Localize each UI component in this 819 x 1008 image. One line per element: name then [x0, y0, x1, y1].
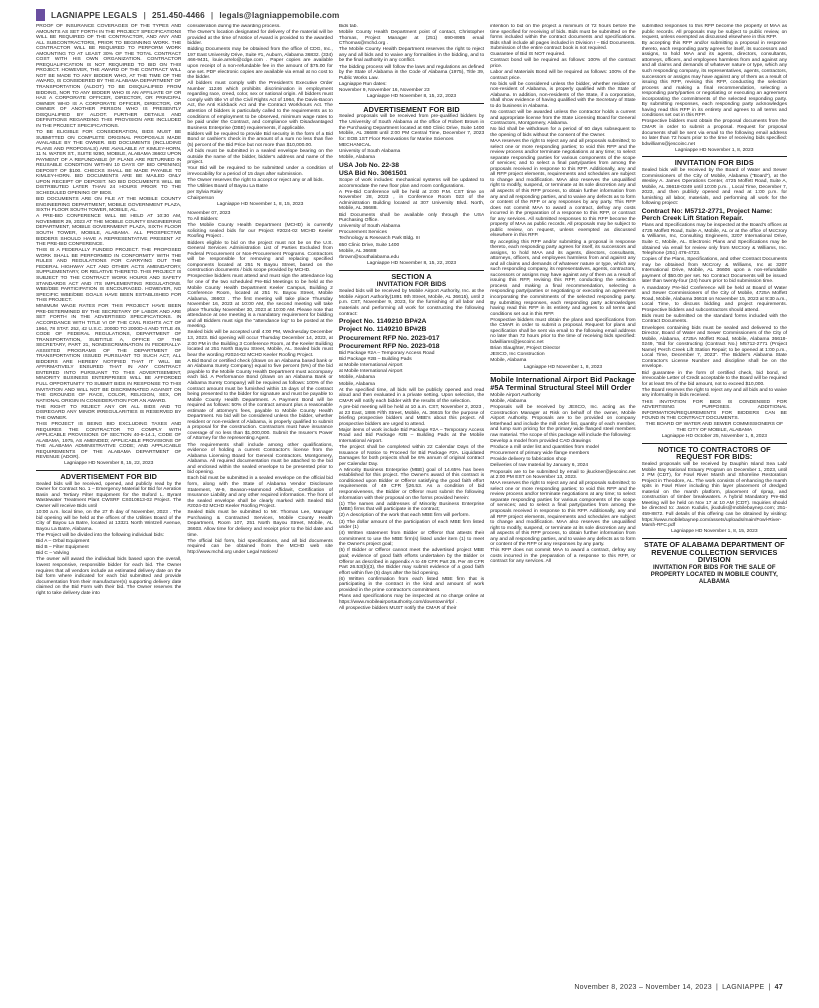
paragraph: A mandatory Pre-bid Conference will be held at Board of Water and Sewer Commissioners of the City of Mobile, 4725A Moffett Road, Mobile, Alabama 36618 on November 15, 2023 at 9:30 a.m., Local Time, to discuss bidding and project requirements. Prospective bidders and subcontractors should attend. — [641, 285, 787, 313]
header-phone: 251.450-4466 — [151, 10, 205, 20]
paragraph: Bid Documents shall be available only through the USA Purchasing Office. — [338, 212, 485, 224]
owner-name: Mobile Airport Authority — [490, 392, 541, 398]
footer-divider: | — [768, 983, 771, 991]
signer-org: The Utilities Board of Bayou La Batre — [187, 184, 268, 190]
paragraph: The Mobile County Health Department reserves the right to reject any and all bids and to waive any formalities in the bidding, and to be the final authority in any conflict. — [338, 47, 485, 64]
paragraph: Labor and Materials Bond will be required as follows: 100% of the contract price. — [490, 70, 636, 81]
column-3 — [339, 24, 484, 972]
paragraph: Bid guarantee in the form of certified check, bid bond, or irrevocable Letter of Credit acceptable to the Board will be required for at least 5% of the bid amount, not to exceed $10,000. — [641, 370, 787, 387]
list-item: Produce a mill order list and quantities from model — [490, 444, 599, 450]
page-footer — [36, 981, 783, 993]
paragraph: By accepting this RFP and/or submitting a proposal in response thereto, each responding party agrees for itself, its successors and assigns, to hold MAA and its agents, directors, consultants, attorneys, officers, and employees harmless from and against any and all claims and demands of whatever nature or type, which any such responding company, its representatives, agents, contractors, successors or assigns may have against any of them as a result of issuing this RFP, revising this RFP, conducting the selection process and making a final recommendation, selecting a responding party/parties or negotiating or executing an agreement incorporating the commitments of the selected responding party. By submitting responses, each responding party acknowledges having read this RFP in its entirety and agrees to all terms and conditions set out in this RFP. — [641, 41, 787, 119]
paragraph: (2) A description of the work that each MBE firm will perform. — [338, 513, 470, 519]
list-item: Deliveries of raw material by January 6, 2024 — [490, 463, 589, 469]
paragraph: Bidders will be required to provide Bid security in the form of a Bid Bond or cashier's check in the amount of a sum no less than five (5) percent of the Bid Price but not more than $10,000.00. — [187, 131, 333, 148]
paragraph: A Minority Business Enterprise (MBE) goal of 14.65% has been established for this project. The Owner's award of this contract is conditioned upon Bidder or Offeror satisfying the good faith effort requirements of 49 CFR §26.53. As a condition of bid responsiveness, the Bidder or Offeror must submit the following information with their proposal on the forms provided herein: — [338, 467, 485, 501]
paragraph: Bids tab. — [338, 24, 358, 29]
section-color-tag — [36, 9, 45, 21]
run-dates: Lagniappe HD November 8, 15, 22, 2023 — [366, 94, 457, 100]
paragraph: A PRE-BID CONFERENCE WILL BE HELD AT 10:30 AM, NOVEMBER 29, 2023 AT THE MOBILE COUNTY ENGINEERING DEPARTMENT, MOBILE GOVERNMENT PLAZA, SIXTH FLOOR SOUTH TOWER, MOBILE, ALABAMA. ALL PROSPECTIVE BIDDERS SHOULD HAVE A REPRESENTATIVE PRESENT AT THE PRE-BID CONFERENCE. — [36, 214, 182, 248]
column-2 — [187, 24, 332, 972]
paragraph: Sealed proposals will be received from pre-qualified bidders by The University of South Alabama at the office of Robert Brown in the Purchasing Department located at 650 Clinic Drive, Suite 1400 Mobile, AL 36688 until 2:00 PM Central Time, December 7, 2023 for: EOB 1ST Floor Renovations for Marine Sciences — [338, 114, 485, 142]
paragraph: The Owner reserves the right to accept or reject any or all bids. — [187, 177, 324, 183]
run-dates: Lagniappe HD November 8, 15, 22, 2023 — [366, 261, 457, 267]
notice-heading: STATE OF ALABAMA DEPARTMENT OF REVENUE COLLECTION SERVICES DIVISION — [642, 538, 787, 564]
column-5 — [642, 24, 787, 972]
run-dates: Lagniappe HD November 1, 8, 2023 — [675, 147, 754, 153]
paragraph: Sealed bids will be accepted until 4:00 PM, Wednesday December 13, 2023. Bid opening will occur Thursday December 14, 2023, at 2:00 PM in the Building 3 Conference Room, at the Keeler Building located at 251 North Bayou Street, Mobile, AL. Sealed bids must bear the wording #2024-02 MCHD Keeler Roofing Project. — [187, 330, 333, 358]
paragraph: Mobile County Health Department point of contact, Christopher Thomas, Project Manager at (251) 690-8985 email CThomas@mchd.org . — [338, 30, 485, 47]
paragraph: Contract bond will be required as follows: 100% of the contract price. — [490, 58, 636, 70]
paragraph: Prospective bidders must attend and must sign the attendance log for one of the two scheduled Pre-Bid Meetings to be held at the Mobile County Health Department Keeler Campus, Building 2 Conference Room, located at 251 N. Bayou Street, Mobile Alabama, 36603 . The first meeting will take place Thursday November 16, 2023 at 10:00 AM, the second meeting will take place Thursday November 30, 2023 at 10:00 AM. Please note that attendance at one meeting is a mandatory requirement for bidding and all Bidders must sign the "attendance log" to be posted at the meeting. — [187, 274, 333, 330]
notice-heading: ADVERTISEMENT FOR BID — [339, 103, 484, 114]
paragraph: Prospective bidders must obtain the proposal documents from the CMAR in order to submit a proposal. Request for proposal documents shall be sent via email to the following email address no later than 72 hours prior to the time of receiving bids specified: bdwilliams@jescoinc.net — [641, 119, 787, 147]
bid-number: USA Bid No. 3061501 — [338, 169, 407, 177]
contact-email: rbrown@southalabama.edu — [338, 254, 399, 260]
run-dates: Lagniappe HD October 25, November 1, 8, 2023 — [661, 433, 767, 439]
footer-divider: | — [715, 983, 719, 991]
notice-heading: INVITATION FOR BIDS — [642, 156, 787, 167]
header-email: legals@lagniappemobile.com — [219, 10, 340, 20]
list-item: at Mobile International Airport — [338, 363, 403, 369]
header-divider: | — [210, 10, 214, 20]
paragraph: A pre-bid meeting will be held at 10 a.m. CST, November 2, 2023 , at 23 East, 1886 Fifth Street, Mobile, AL 36615 for the purpose of briefing prospective bidders and MBE's about this project. All prospective bidders are urged to attend. — [338, 405, 485, 427]
paragraph: THIS IS A FEDERALLY FUNDED PROJECT. THE PROPOSED WORK SHALL BE PERFORMED IN CONFORMITY WITH THE RULES AND REGULATIONS FOR CARRYING OUT THE FEDERAL HIGHWAY ACT AND OTHER ACTS AMENDATORY, SUPPLEMENTARY, OR RELATIVE THERETO. THIS PROJECT IS SUBJECT TO THE CONTRACT WORK HOURS AND SAFETY STANDARDS ACT AND ITS IMPLEMENTING REGULATIONS. WBE/DBE PARTICIPATION IS ENCOURAGED. HOWEVER, NO SPECIFIC WBE/DBE GOALS HAVE BEEN ESTABLISHED FOR THIS PROJECT. — [36, 248, 182, 304]
paragraph: All prospective bidders MUST notify the CMAR of their — [338, 605, 457, 611]
notice-heading: ADVERTISEMENT FOR BID — [36, 470, 181, 481]
paragraph: Sealed bids will be received by Mobile Airport Authority, Inc. at the Mobile Airport Authority(1891 9th Street, Mobile, AL 36615), until 2 p.m. CST, November 9, 2023, for the furnishing of all labor and materials and performing all work for constructing the following contract: — [338, 289, 485, 317]
run-dates: Lagniappe HD November 1, 8, 15, 2023 — [671, 529, 758, 535]
page-header — [36, 8, 783, 22]
procurement-number: Procurement RFP No. 2023-017 — [338, 334, 440, 342]
paragraph: (6) Written confirmation from each listed MBE firm that is participating in the contract in the kind and amount of work provided in the prime contractor's commitment. — [338, 576, 485, 593]
list-item: Bid A – Orbal Equipment — [36, 539, 90, 544]
paragraph: consideration during the awarding process. — [187, 24, 281, 29]
notice-subheading: INVITATION FOR BIDS FOR THE SALE OF PROPERTY LOCATED IN MOBILE COUNTY, ALABAMA — [650, 565, 778, 586]
address-line: Procurement Services — [338, 230, 387, 236]
paragraph: No contract will be awarded unless the contractor holds a current and appropriate license from the State Licensing Board for General Contractors, Montgomery, Alabama. — [490, 110, 636, 127]
list-item: Bid Package #2A – Temporary Access Road — [338, 350, 435, 356]
signer-org: THE BOARD OF WATER AND SEWER COMMISSIONERS OF THE CITY OF MOBILE, ALABAMA — [645, 422, 784, 433]
list-item: at Mobile International Airport — [338, 369, 403, 375]
paragraph: Prospective bidders must obtain the plans and specifications from the CMAR in order to submit a proposal. Request for plans and specification shall be sent via email to the following email address no later than 72 hours prior to the time of receiving bids specified: bdwilliams@jescoinc.net — [490, 317, 636, 345]
paragraph: Your Bid will be required to be submitted under a condition of irrevocability for a period of 15 days after submission. — [187, 166, 333, 177]
paragraph: THE RIGHT TO REJECT ANY OR ALL BIDS AND TO DISREGARD ANY MINOR IRREGULARITIES IS RESERVED BY THE OWNER. — [36, 404, 182, 421]
list-item: Mobile, Alabama — [338, 381, 375, 387]
paragraph: submitted responses to this RFP become the property of MAA as public records. All proposals may be subject to public review, on request, unless exempted as discussed elsewhere in this RFP. — [641, 24, 787, 41]
paragraph: PROOF OF INSURANCE COVERAGES OF THE TYPES AND AMOUNTS AS SET FORTH IN THE PROJECT SPECIFICATIONS WILL BE REQUIRED OF THE CONTRACTOR, AND ANY AND ALL SUBCONTRACTORS, PRIOR TO BEGINNING WORK. THE CONTRACTOR WILL BE REQUIRED TO PERFORM WORK AMOUNTING TO AT LEAST 30% OF THE TOTAL CONTRACT COST WITH HIS OWN ORGANIZATION. CONTRACTOR PREQUALIFICATION IS NOT REQUIRED TO BID ON THIS PROJECT. HOWEVER, THE AWARD OF THE CONTRACT WILL NOT BE MADE TO ANY BIDDER WHO, AT THE TIME OF THE AWARD, IS CONSIDERED BY THE ALABAMA DEPARTMENT OF TRANSPORTATION (ALDOT) TO BE DISQUALIFIED FROM BIDDING, NOR TO ANY BIDDER WHO IS AN AFFILIATE OF OR HAS A CORPORATE OFFICER, DIRECTOR, OR PRINCIPAL OWNER WHO IS A CORPORATE OFFICER, DIRECTOR, OR OWNER OF ANOTHER PERSON WHO IS PRESENTLY DISQUALIFIED BY ALDOT. FURTHER DETAILS AND DEFINITIONS REGARDING THIS PROVISION ARE INCLUDED IN THE PROJECT SPECIFICATIONS. — [36, 24, 182, 129]
paragraph: At the specified time, all bids will be publicly opened and read aloud and then evaluated in a private setting. Upon selection, the CMAR will notify each bidder with the results of the selection. — [338, 387, 485, 404]
paragraph: Bidding Documents may be obtained from the office of CDG, Inc., 197 East University Drive, Suite #1, Auburn, Alabama 36832. (334) 466-9431, louie.arrelo@cdge.com . Paper copies are available upon receipt of a non-refundable fee in the amount of $75.00 for one set. PDF electronic copies are available via email at no cost to the bidder. — [187, 47, 333, 81]
project-number: Project No. 1149210 BP#2A — [338, 318, 427, 326]
paragraph: No bids will be considered unless the bidder, whether resident or non-resident of Alabama, is properly qualified with the State of Alabama. In addition, non-residents of the State, if a corporation, shall show evidence of having qualified with the Secretary of State to do business in Alabama. — [490, 81, 636, 110]
list-item: Bid B – Filter Equipment — [36, 545, 89, 551]
paragraph: Bids must be submitted on the standard forms included with the Contract Documents. — [641, 313, 787, 325]
paragraph: The Project will be divided into the following individual bids: — [36, 532, 165, 538]
paragraph: The owner will award the individual bids based upon the overall, lowest responsive, responsible bidder for each bid. The Owner requires that all vendors include an estimated delivery date on the bid form where indicated for each bid submitted and provide documentation from their manufacturer(s) supporting delivery date claimed on the Bid Form with their bid. The Owner reserves the right to take delivery date into — [36, 557, 182, 596]
paragraph: The official bid form, bid specifications, and all bid documents required can be obtained from the MCHD web site http://www.mchd.org under Legal Notices/ — [187, 538, 333, 555]
paragraph: Plans and Specifications may be inspected at the Board's offices at 4725 Moffett Road, Suite A, Mobile, AL or at the office of McCrory & Williams, Inc, Consulting Engineers, 3207 International Drive, Suite C, Mobile, AL. Electronic Plans and Specifications may be obtained via email for review only from McCrory & Williams, Inc. Telephone (251) 476-4723. — [641, 223, 787, 257]
issue-dates: November 8, 2023 – November 14, 2023 — [574, 983, 712, 991]
signer-location: Mobile, Alabama — [490, 358, 527, 364]
paragraph: intention to bid on the project a minimum of 72 hours before the time specified for receiving of bids. Bids must be submitted on the forms included within the contract documents and specifications. Bids shall include all pages included in Division I – Bid Documents. Submission of the entire contract book is not required. — [490, 24, 636, 52]
paragraph: A Pre-Bid Conference will be held at 2:00 P.M. CST time on November 28, 2023 , in Conference Room 023 of the Administration Building located at 307 University Blvd. North, Mobile, AL 36688. — [338, 189, 485, 212]
owner-location: Mobile, Alabama — [490, 398, 527, 404]
paragraph: The Owner's location designated for delivery of the material will be provided at the time of Notice of Award is provided to the awarded bidder. — [187, 30, 333, 47]
salutation: To All Bidders: — [187, 217, 219, 223]
paragraph: Proposals will be received by JESCO, Inc. acting as the Construction Manager at Risk on behalf of the owner, Mobile Airport Authority. Proposals are to be provided on company letterhead and include the mill order list, quantity of each member, and lump sum pricing for the primary wide flanged steel members raw material. The scope of this package will include the following: — [490, 404, 636, 438]
paragraph: November 9, November 16, November 23 — [338, 87, 430, 93]
paragraph: The requirements shall include among other qualifications, evidence of holding a current Contractor's license from the Alabama Licensing Board for General Contractors. Montgomery, Alabama. All required documentation must be attached to the bid and enclosed within the sealed envelope to be presented prior to bid opening. — [187, 442, 333, 476]
paragraph: The bidding process will follow the laws and regulations as defined by the State of Alabama in the Code of Alabama (1975), Title 39, Public Works Law. — [338, 64, 485, 81]
header-divider: | — [143, 10, 146, 20]
paragraph: 10:00 a.m. local time, on the 27 th day of November, 2023 . The bid opening will be held at the offices of the Utilities Board of the City of Bayou La Batre, located at 13321 North Wintzell Avenue, Bayou La Batre, Alabama. — [36, 510, 182, 532]
list-item: Bid Package #2B – Building Pads — [338, 357, 412, 363]
owner-name: University of South Alabama — [338, 148, 401, 154]
paragraph: Bidders eligible to bid on the project must not be on the U.S. General Services Administration List of Parties Excluded from Federal Procurement or Non-Procurement Programs. Contractors will be responsible for removing and replacing specified components located at 251 N Bayou Street, based on the construction documents / bids scope provided by MCHD. — [187, 240, 333, 274]
signer-name: Brian Slaughter, Project Director — [490, 346, 561, 352]
paragraph: Each bid must be submitted in a sealed envelope on the official bid form, along with the State of Alabama Vendor Disclosure Statement, W-9, Beason-Hammond Affidavit, Certification of Insurance Liability and any other required information. The front of the sealed envelope shall be clearly marked with Sealed Bid #2024-02 MCHD Keeler Roofing Project. — [187, 476, 333, 510]
run-dates: Lagniappe HD November 1, 8, 15, 2023 — [216, 202, 304, 208]
section-title: LAGNIAPPE LEGALS — [51, 10, 138, 20]
signer-title: Chairperson — [187, 196, 215, 202]
publication-name: LAGNIAPPE — [722, 983, 765, 991]
paragraph: Plans and specifications may be inspected at no charge online at https://www.mobileairportauthority.com/downtown/rfp/ . — [338, 593, 485, 605]
list-item: Bid C – Valving — [36, 551, 70, 557]
paragraph: MINIMUM WAGE RATES FOR THIS PROJECT HAVE BEEN PRE-DETERMINED BY THE SECRETARY OF LABOR AND ARE SET FORTH IN THE ADVERTISED SPECIFICATIONS. IN ACCORDANCE WITH TITLE VI OF THE CIVIL RIGHTS ACT OF 1964, 78 STAT. 252, 42 U.S.C. 2000D TO 2000D-4 AND TITLE 49, CODE OF FEDERAL REGULATIONS, DEPARTMENT OF TRANSPORTATION, SUBTITLE A, OFFICE OF THE SECRETARY, PART 21, NONDISCRIMINATION IN FEDERALLY-ASSISTED PROGRAMS OF THE DEPARTMENT OF TRANSPORTATION ISSUED PURSUANT TO SUCH ACT, ALL BIDDERS ARE HEREBY NOTIFIED THAT IT WILL BE AFFIRMATIVELY ENSURED THAT IN ANY CONTRACT ENTERED INTO PURSUANT TO THIS ADVERTISEMENT, MINORITY BUSINESS ENTERPRISES WILL BE AFFORDED FULL OPPORTUNITY TO SUBMIT BIDS IN RESPONSE TO THIS INVITATION AND WILL NOT BE DISCRIMINATED AGAINST ON THE GROUNDS OF RACE, COLOR, RELIGION, SEX, OR NATIONAL ORIGIN IN CONSIDERATION FOR AN AWARD. — [36, 304, 182, 404]
paragraph: TO BE ELIGIBLE FOR CONSIDERATION, BIDS MUST BE SUBMITTED ON COMPLETE ORIGINAL PROPOSALS MADE AVAILABLE BY THE OWNER. BID DOCUMENTS (INCLUDING PLANS AND PROPOSALS) ARE AVAILABLE AT KIMLEY-HORN, 11 N. WATER ST., SUITE 9290, MOBILE, ALABAMA 36602 UPON PAYMENT OF A REFUNDABLE (IF PLANS ARE RETURNED IN REUSABLE CONDITION WITHIN 10 DAYS OF BID OPENING) DEPOSIT OF $100. CHECKS SHALL BE MADE PAYABLE TO KIMLEY-HORN. BID DOCUMENTS ARE BE MAILED ONLY UPON RECEIPT OF DEPOSIT. NO BID DOCUMENTS WILL BE DISTRIBUTED LATER THAN 24 HOURS PRIOR TO THE SCHEDULED OPENING OF BIDS. — [36, 129, 182, 196]
paragraph: (1) The names and addresses of Minority Business Enterprise (MBE) firms that will participate in the contract; — [338, 501, 485, 513]
paragraph: The Board reserves the right to reject any and all bids and to waive any informality in bids received. — [641, 387, 787, 399]
paragraph: All bids must be submitted in a sealed envelope bearing on the outside the name of the bidder, bidder's address and name of the project. — [187, 149, 333, 166]
paragraph: All bidders must comply with the President's Executive Order Number 11246 which prohibits discrimination in employment regarding race, creed, color, sex or national origin. All bidders must comply with title VI of the Civil Rights Act of 1964, the Davis-Bacon Act, the Anti Kickback Act and the Contract Workhours Act. The attention of bidders is particularly called to the requirements as to conditions of employment to be observed, minimum wage rates to be paid under the Contract, and compliance with Disadvantaged Business Enterprise (DBE) requirements, if applicable. — [187, 81, 333, 131]
list-item: Develop a model from provided CAD drawings — [490, 438, 591, 444]
paragraph: The Mobile County Health Department (MCHD) is currently soliciting sealed bids for our Project #2024-02 MCHD Keeler Roofing Project . — [187, 223, 333, 240]
list-item: Mobile, Alabama — [338, 375, 375, 381]
paragraph: Sealed bids will be received, opened, and publicly read by the Owner for Contract No. 1 – Emergency Material for Bid for Aeration Basin and Tertiary Filter Equipment for the Buford L. Byrant Wastewater Treatment Plant CWSRF CS010813-02 Project. The Owner will receive Bids until — [36, 481, 182, 509]
run-dates: Lagniappe HD November 1, 8, 2023 — [523, 364, 603, 370]
paragraph: MAA reserves the right to reject any and all proposals submitted; to select one or more responding parties; to void this RFP and the review process and/or terminate negotiations at any time; to select separate responding parties for various components of the scope of services; and to select a final party/parties from among the proposals received in response to this RFP. Additionally, any and all RFP project elements, requirements and schedules are subject to change and modification. MAA also reserves the unqualified right to modify, suspend, or terminate at its sole discretion any and all aspects of this RFP process, to obtain further information from any and all responding parties, and to waive any defects as to form or content of the RFP or any responses by any party. This RFP does not commit MAA to award a contract, defray any costs incurred in the preparation of a response to this RFP, or contract for any services. All submitted responses to this RFP become the property of MAA as public records. All proposals may be subject to public review, on request, unless exempted as discussed elsewhere in this RFP. — [490, 139, 636, 239]
contract-number: Contract No: M5712-2771, Project Name: Perch Creek Lift Station Repair. — [641, 207, 773, 223]
page-number: 47 — [774, 983, 783, 991]
paragraph: THIS PROJECT IS BEING BID EXCLUDING TAXES AND REQUIRES THE CONTRACTOR TO COMPLY WITH APPLICABLE PROVISIONS OF SECTION 40-9-14.1, CODE OF ALABAMA, 1975, AS AMENDED; APPLICABLE PROVISIONS OF THE ALABAMA ADMINISTRATIVE CODE; AND APPLICABLE REQUIREMENTS OF THE ALABAMA DEPARTMENT OF REVENUE (ADOR). — [36, 421, 182, 461]
job-number: USA Job No. 22-38 — [338, 161, 399, 169]
paragraph: By accepting this RFP and/or submitting a proposal in response thereto, each responding party agrees for itself, its successors and assigns, to hold MAA and its agents, directors, consultants, attorneys, officers, and employees harmless from and against any and all claims and demands of whatever nature or type, which any such responding company, its representatives, agents, contractors, successors or assigns may have against any of them as a result of issuing this RFP, revising this RFP, conducting the selection process and making a final recommendation, selecting a responding party/parties or negotiating or executing an agreement incorporating the commitments of the selected responding party. By submitting responses, each responding party acknowledges having read this RFP in its entirety and agrees to all terms and conditions set out in this RFP. — [490, 239, 636, 317]
paragraph: The project shall be completed within 22 Calendar Days of the Issuance of Notice to Proceed for Bid Package #2A. Liquidated Damages for both projects shall be 6% annum of original contract per Calendar Day. — [338, 445, 485, 467]
paragraph: Sealed Bids must be submitted to Mr. Thomas Lee, Manager Purchasing & Contracted Services, Mobile County Health Department, Room 107, 251 North Bayou Street, Mobile, AL 36603. Allow time for delivery and receipt prior to the bid date and time. — [187, 510, 333, 538]
paragraph: BID DOCUMENTS ARE ON FILE AT THE MOBILE COUNTY ENGINEERING DEPARTMENT, MOBILE GOVERNMENT PLAZA, SIXTH FLOOR SOUTH TOWER, MOBILE, AL. — [36, 197, 182, 214]
signer-name: per Sylvia Raley — [187, 190, 223, 196]
address-line: University of South Alabama — [338, 224, 401, 230]
trade-label: MECHANICAL — [338, 142, 371, 148]
paragraph: Copies of the Plans, Specifications, and other Contract Documents may be obtained from McCrory & Williams, Inc at 3207 International Drive, Mobile, AL 36606 upon a non-refundable payment of $50.00 per set. No Contract Documents will be issued later than twenty-four (24) hours prior to bid submission time. — [641, 257, 787, 285]
owner-location: Mobile, Alabama — [338, 155, 375, 161]
column-1 — [36, 24, 181, 972]
address-line: Technology & Research Park Bldg. III — [338, 236, 420, 242]
paragraph: MAA reserves the right to reject any and all proposals submitted; to select one or more responding parties; to void this RFP and the review process and/or terminate negotiations at any time; to select separate responding parties for various components of the scope of services; and to select a final party/parties from among the proposals received in response to this RFP. Additionally, any and all RFP project elements, requirements and schedules are subject to change and modification. MAA also reserves the unqualified right to modify, suspend, or terminate at its sole discretion any and all aspects of this RFP process, to obtain further information from any and all responding parties, and to waive any defects as to form or content of the RFP or any responses by any party. — [490, 481, 636, 548]
paragraph: Sealed bids will be received by the Board of Water and Sewer Commissioners of the City of Mobile, Alabama ("Board"), at the Wesley A. James Operations Center, 4725 Moffett Road, Suite A, Mobile, AL 36618-0249 until 10:00 p.m. , Local Time, December 7, 2023, and then publicly opened and read at 1:00 p.m. for furnishing all labor, materials, and performing all work for the following project: — [641, 168, 787, 207]
notice-heading: SECTION A — [339, 270, 484, 281]
project-number: Project No. 1149210 BP#2B — [338, 326, 427, 334]
signer-org: JESCO, Inc Construction — [490, 352, 545, 358]
paragraph: Major items of work include Bid Package #2A – Temporary Access Road and Bid Package #2B – Building Pads at the Mobile International Airport. — [338, 427, 485, 444]
legal-columns — [36, 24, 787, 972]
paragraph: (4) Written statement from Bidder or Offeror that attests their commitment to use the MBE firm(s) listed under item (1) to meet the Owner's project goal; — [338, 531, 485, 548]
notice-heading: NOTICE TO CONTRACTORS OF REQUEST FOR BIDS: — [642, 443, 787, 462]
paragraph: Lagniappe Run dates: — [338, 81, 387, 87]
paragraph: (3) The dollar amount of the participation of each MBE firm listed under (1) — [338, 519, 485, 531]
paragraph: Guarantee of Bid IS NOT required. — [490, 52, 566, 58]
list-item: Provide delivery to fabrication shop — [490, 457, 567, 463]
paragraph: No bid shall be withdrawn for a period of 60 days subsequent to the opening of bids without the consent of the Owner. — [490, 127, 636, 138]
notice-date: November 07, 2023 — [187, 211, 231, 217]
address-line: 650 Clinic Drive, Suite 1400 — [338, 242, 400, 248]
paragraph: Scope of work includes: mechanical systems will be updated to accommodate the new floor plan and room configurations. — [338, 178, 485, 189]
paragraph: Sealed proposals will be received by Dauphin Island Sea Lab/ Mobile Bay National Estuary Program on December 1, 2023, until 2 PM (CDT), for Fowl River Marsh and Shoreline Restoration Project in Theodore, AL. The work consists of enhancing the marsh spits in Fowl River including thin layer placement of dredged material on the marsh platform, placement of riprap, and construction of timber breakwaters. A hybrid Mandatory Pre-Bid Meeting will be held on Nov 17 at 10 AM (CDT). Inquiries should be directed to: Jason Kudulis, jkudulis@mobilebaynep.com; 251-459-8872. Full details of this offering can be obtained by visiting: https://www.mobilebaynep.com/assets/uploads/main/Fowl-River-Marsh-RFC.pdf — [641, 462, 787, 529]
list-item: Procurement of primary wide flange members — [490, 451, 590, 457]
paragraph: THIS INVITATION FOR BIDS IS CONDENSED FOR ADVERTISING PURPOSES. ADDITIONAL INFORMATION/REQUIREMENTS FOR BIDDERS CAN BE FOUND IN THE CONTRACT DOCUMENTS. — [641, 399, 787, 422]
run-dates: Lagniappe HD November 8, 15, 22, 2023 — [64, 461, 154, 467]
paragraph: A Bid Bond or certified check (drawn on an Alabama based bank or an Alabama Surety Company) equal to five percent (5%) of the bid payable to the Mobile County Health Department must accompany each bid. A Performance Bond (drawn on an Alabama Bank or Alabama Surety Company) will be required as follows: 100% of the contract amount must be furnished within 15 days of the contract being presented to the bidder for signature and must be payable to Mobile County Health Department. A Payment Bond will be required as follows: 50% of the contract amount plus a reasonable estimate of attorney's fees, payable to Mobile County Health Department. No bid will be considered unless the bidder, whether resident or non-resident of Alabama, is properly qualified to submit a proposal for the construction. Contractors must have insurance coverage of no less than $1,000,000. Submit the Insurer's Power of Attorney for the representing Agent. — [187, 358, 333, 442]
procurement-number: Procurement RFP No. 2023-018 — [338, 342, 440, 350]
paragraph: This RFP does not commit MAA to award a contract, defray any costs incurred in the preparation of a response to this RFP, or contract for any services. All — [490, 548, 636, 565]
paragraph: Proposals are to be submitted by email to jkuckner@jescoinc.net at 2:00 PM EST on November 13, 2023. — [490, 469, 636, 481]
paragraph: (5) If Bidder or Offeror cannot meet the advertised project MBE goal; evidence of good faith efforts undertaken by the Bidder or Offeror as described in appendix A to 49 CFR Part 26. Per 49 CFR Part 26.53(b)(3), the Bidder may submit evidence of a good faith effort within five (5) days after the bid opening. — [338, 548, 485, 576]
notice-heading: Mobile International Airport Bid Package #5A Terminal Structural Steel Mill Order — [490, 375, 635, 392]
paragraph: Envelopes containing bids must be sealed and delivered to the Director, Board of Water and Sewer Commissioners of the City of Mobile, Alabama, 4725A Moffett Road, Mobile, Alabama 36618-0249, "Bid for constructing (Contract No.) M5712-2771 (Project Name) Perch Creek Lift Station Repair; to be opened at 1:00 p.m., Local Time, December 7, 2023". The Bidder's Alabama State Contractor's License Number and discipline shall be on the envelope. — [641, 325, 787, 370]
address-line: Mobile, AL 36688 — [338, 248, 377, 254]
column-4 — [490, 24, 635, 972]
notice-subheading: INVITATION FOR BIDS — [376, 281, 447, 289]
